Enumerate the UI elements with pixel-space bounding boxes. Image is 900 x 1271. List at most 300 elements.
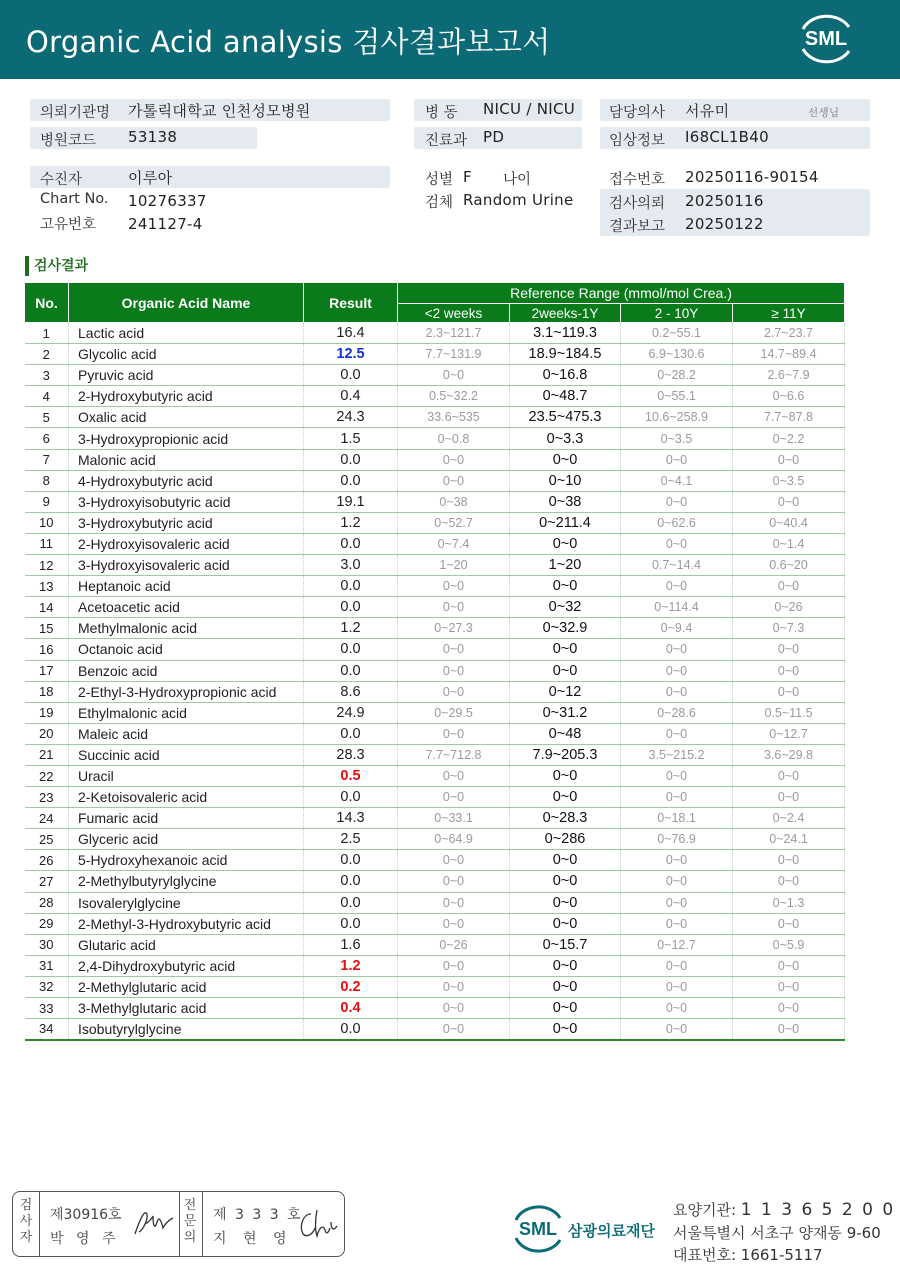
- doctor-label: 담당의사: [609, 105, 666, 121]
- row-result: 24.3: [304, 407, 398, 428]
- row-result: 0.0: [304, 365, 398, 386]
- chart-label: Chart No.: [40, 191, 109, 207]
- row-ref-2-10y: 0~0: [621, 955, 733, 976]
- row-no: 33: [25, 998, 69, 1019]
- row-ref-lt2w: 0~0: [398, 681, 510, 702]
- report-label: 결과보고: [609, 219, 666, 235]
- footer-org-name: 삼광의료재단: [568, 1222, 655, 1240]
- row-ref-2-10y: 0~0: [621, 976, 733, 997]
- row-result: 24.9: [304, 702, 398, 723]
- ward-label: 병 동: [425, 105, 458, 121]
- row-result: 0.0: [304, 639, 398, 660]
- row-ref-ge11y: 0.6~20: [733, 555, 845, 576]
- care-code-value: 1 1 3 6 5 2 0 0: [740, 1200, 896, 1220]
- signature-box: [12, 1191, 345, 1257]
- row-ref-lt2w: 0~0: [398, 955, 510, 976]
- row-ref-2w-1y: 0~0: [510, 787, 621, 808]
- row-no: 3: [25, 365, 69, 386]
- row-ref-2-10y: 0~114.4: [621, 597, 733, 618]
- row-no: 21: [25, 744, 69, 765]
- examinee-row: [30, 166, 390, 188]
- row-ref-ge11y: 0~0: [733, 660, 845, 681]
- row-no: 31: [25, 955, 69, 976]
- row-name: 2-Ketoisovaleric acid: [69, 787, 304, 808]
- row-no: 19: [25, 702, 69, 723]
- row-ref-2w-1y: 3.1~119.3: [510, 323, 621, 344]
- row-ref-2-10y: 0~0: [621, 533, 733, 554]
- row-no: 6: [25, 428, 69, 449]
- row-ref-ge11y: 0~0: [733, 913, 845, 934]
- col-reference: Reference Range (mmol/mol Crea.): [398, 283, 845, 304]
- row-ref-2w-1y: 18.9~184.5: [510, 344, 621, 365]
- row-name: Glutaric acid: [69, 934, 304, 955]
- row-ref-2w-1y: 0~28.3: [510, 808, 621, 829]
- row-no: 7: [25, 449, 69, 470]
- doctor-value: 서유미: [685, 102, 730, 120]
- row-ref-2w-1y: 0~0: [510, 765, 621, 786]
- row-ref-2-10y: 0~12.7: [621, 934, 733, 955]
- unique-value: 241127-4: [128, 215, 203, 233]
- row-ref-lt2w: 0~0: [398, 449, 510, 470]
- row-no: 23: [25, 787, 69, 808]
- table-row: [25, 618, 845, 639]
- row-ref-2-10y: 0~0: [621, 850, 733, 871]
- row-name: Isobutyrylglycine: [69, 1019, 304, 1040]
- row-ref-ge11y: 0~0: [733, 850, 845, 871]
- row-ref-2-10y: 0~0: [621, 491, 733, 512]
- row-ref-lt2w: 0~0: [398, 892, 510, 913]
- row-ref-ge11y: 0~24.1: [733, 829, 845, 850]
- row-result: 3.0: [304, 555, 398, 576]
- row-ref-2w-1y: 0~32: [510, 597, 621, 618]
- row-ref-2w-1y: 0~0: [510, 533, 621, 554]
- table-row: [25, 470, 845, 491]
- row-name: Lactic acid: [69, 323, 304, 344]
- row-ref-lt2w: 0.5~32.2: [398, 386, 510, 407]
- row-ref-2-10y: 0~28.2: [621, 365, 733, 386]
- row-ref-lt2w: 0~0: [398, 765, 510, 786]
- row-result: 0.0: [304, 576, 398, 597]
- row-ref-ge11y: 0~12.7: [733, 723, 845, 744]
- receipt-label: 접수번호: [609, 172, 666, 188]
- row-ref-lt2w: 0~0: [398, 470, 510, 491]
- row-ref-2w-1y: 1~20: [510, 555, 621, 576]
- row-ref-2-10y: 0~0: [621, 998, 733, 1019]
- row-ref-2w-1y: 0~3.3: [510, 428, 621, 449]
- row-result: 0.0: [304, 660, 398, 681]
- row-result: 1.6: [304, 934, 398, 955]
- receipt-value: 20250116-90154: [685, 168, 819, 186]
- row-ref-2w-1y: 0~0: [510, 449, 621, 470]
- row-ref-2w-1y: 0~0: [510, 998, 621, 1019]
- age-label: 나이: [503, 172, 532, 188]
- specialist-license: 제 3 3 3 호: [213, 1207, 303, 1223]
- table-row: [25, 765, 845, 786]
- row-no: 30: [25, 934, 69, 955]
- row-ref-2-10y: 0~0: [621, 787, 733, 808]
- sex-label: 성별: [425, 172, 454, 188]
- sml-logo-icon: [795, 11, 857, 65]
- row-ref-2w-1y: 0~10: [510, 470, 621, 491]
- table-row: [25, 533, 845, 554]
- table-row: [25, 576, 845, 597]
- row-ref-ge11y: 0~0: [733, 491, 845, 512]
- row-ref-lt2w: 0~38: [398, 491, 510, 512]
- table-row: [25, 934, 845, 955]
- row-ref-lt2w: 0~0: [398, 639, 510, 660]
- col-no: No.: [25, 283, 69, 323]
- row-no: 11: [25, 533, 69, 554]
- table-row: [25, 871, 845, 892]
- row-result: 14.3: [304, 808, 398, 829]
- row-ref-lt2w: 0~29.5: [398, 702, 510, 723]
- row-result: 0.0: [304, 913, 398, 934]
- row-ref-lt2w: 0~0: [398, 913, 510, 934]
- row-result: 0.0: [304, 449, 398, 470]
- row-ref-ge11y: 3.6~29.8: [733, 744, 845, 765]
- row-name: Malonic acid: [69, 449, 304, 470]
- row-result: 0.4: [304, 998, 398, 1019]
- table-row: [25, 597, 845, 618]
- row-ref-ge11y: 0~7.3: [733, 618, 845, 639]
- row-result: 1.5: [304, 428, 398, 449]
- row-ref-2w-1y: 0~0: [510, 976, 621, 997]
- row-name: 3-Hydroxyisobutyric acid: [69, 491, 304, 512]
- row-ref-ge11y: 0~0: [733, 1019, 845, 1040]
- hospital-code-value: 53138: [128, 128, 178, 146]
- row-name: 3-Hydroxypropionic acid: [69, 428, 304, 449]
- row-ref-lt2w: 0~0: [398, 365, 510, 386]
- row-ref-lt2w: 0~0: [398, 660, 510, 681]
- row-ref-2-10y: 10.6~258.9: [621, 407, 733, 428]
- row-no: 29: [25, 913, 69, 934]
- request-value: 20250116: [685, 192, 764, 210]
- section-title: 검사결과: [25, 256, 88, 276]
- row-ref-ge11y: 0~0: [733, 787, 845, 808]
- table-row: [25, 491, 845, 512]
- row-ref-2-10y: 0~0: [621, 913, 733, 934]
- row-ref-ge11y: 2.7~23.7: [733, 323, 845, 344]
- table-row: [25, 323, 845, 344]
- institution-label: 의뢰기관명: [40, 105, 111, 121]
- phone-value: 1661-5117: [740, 1246, 823, 1264]
- row-name: Heptanoic acid: [69, 576, 304, 597]
- row-ref-2w-1y: 0~0: [510, 1019, 621, 1040]
- row-name: Fumaric acid: [69, 808, 304, 829]
- row-ref-2w-1y: 0~31.2: [510, 702, 621, 723]
- col-result: Result: [304, 283, 398, 323]
- row-result: 1.2: [304, 618, 398, 639]
- row-result: 2.5: [304, 829, 398, 850]
- row-no: 27: [25, 871, 69, 892]
- table-row: [25, 365, 845, 386]
- row-name: Isovalerylglycine: [69, 892, 304, 913]
- row-name: Glycolic acid: [69, 344, 304, 365]
- row-ref-ge11y: 0~0: [733, 955, 845, 976]
- row-ref-ge11y: 0~1.4: [733, 533, 845, 554]
- row-ref-2-10y: 0.2~55.1: [621, 323, 733, 344]
- row-ref-2-10y: 0~3.5: [621, 428, 733, 449]
- row-ref-2w-1y: 0~0: [510, 955, 621, 976]
- specialist-signature-icon: [295, 1206, 341, 1242]
- row-ref-2w-1y: 23.5~475.3: [510, 407, 621, 428]
- row-ref-ge11y: 0~5.9: [733, 934, 845, 955]
- table-row: [25, 344, 845, 365]
- row-name: 3-Methylglutaric acid: [69, 998, 304, 1019]
- svg-text:SML: SML: [804, 28, 848, 50]
- row-ref-ge11y: 0~40.4: [733, 512, 845, 533]
- unique-label: 고유번호: [40, 217, 97, 233]
- table-row: [25, 808, 845, 829]
- row-ref-lt2w: 7.7~131.9: [398, 344, 510, 365]
- row-ref-2-10y: 0~0: [621, 639, 733, 660]
- row-ref-ge11y: 2.6~7.9: [733, 365, 845, 386]
- results-body: [25, 323, 845, 1040]
- table-row: [25, 723, 845, 744]
- table-row: [25, 829, 845, 850]
- row-name: Methylmalonic acid: [69, 618, 304, 639]
- row-ref-ge11y: 0~6.6: [733, 386, 845, 407]
- row-ref-2-10y: 0~0: [621, 871, 733, 892]
- row-name: Maleic acid: [69, 723, 304, 744]
- row-ref-2-10y: 0~9.4: [621, 618, 733, 639]
- row-no: 26: [25, 850, 69, 871]
- row-ref-2-10y: 6.9~130.6: [621, 344, 733, 365]
- row-name: 2-Hydroxybutyric acid: [69, 386, 304, 407]
- results-table: [24, 282, 845, 1041]
- row-ref-ge11y: 0~3.5: [733, 470, 845, 491]
- care-code-line: [673, 1199, 895, 1220]
- row-ref-lt2w: 1~20: [398, 555, 510, 576]
- dept-value: PD: [483, 128, 505, 146]
- table-row: [25, 744, 845, 765]
- row-ref-ge11y: 0~0: [733, 576, 845, 597]
- request-label: 검사의뢰: [609, 196, 666, 212]
- row-ref-2-10y: 0~0: [621, 681, 733, 702]
- table-row: [25, 681, 845, 702]
- table-row: [25, 913, 845, 934]
- examiner-vertical-label: 검 사 자: [19, 1198, 33, 1245]
- row-ref-ge11y: 0~0: [733, 681, 845, 702]
- examiner-name: 박 영 주: [50, 1231, 120, 1247]
- row-ref-2-10y: 0~28.6: [621, 702, 733, 723]
- row-name: 2-Methylbutyrylglycine: [69, 871, 304, 892]
- table-row: [25, 1019, 845, 1040]
- row-ref-2w-1y: 0~0: [510, 660, 621, 681]
- table-row: [25, 892, 845, 913]
- row-name: 2,4-Dihydroxybutyric acid: [69, 955, 304, 976]
- row-ref-2-10y: 0~18.1: [621, 808, 733, 829]
- row-ref-lt2w: 0~7.4: [398, 533, 510, 554]
- col-name: Organic Acid Name: [69, 283, 304, 323]
- row-result: 0.0: [304, 892, 398, 913]
- row-ref-ge11y: 0~0: [733, 976, 845, 997]
- row-ref-ge11y: 0~0: [733, 449, 845, 470]
- row-ref-ge11y: 0~0: [733, 765, 845, 786]
- row-no: 25: [25, 829, 69, 850]
- table-row: [25, 660, 845, 681]
- row-result: 0.0: [304, 533, 398, 554]
- row-ref-2-10y: 0.7~14.4: [621, 555, 733, 576]
- clinical-label: 임상정보: [609, 133, 666, 149]
- row-result: 0.5: [304, 765, 398, 786]
- row-ref-2w-1y: 0~0: [510, 913, 621, 934]
- row-ref-lt2w: 0~27.3: [398, 618, 510, 639]
- row-no: 1: [25, 323, 69, 344]
- row-ref-2w-1y: 0~286: [510, 829, 621, 850]
- table-row: [25, 639, 845, 660]
- row-name: Ethylmalonic acid: [69, 702, 304, 723]
- row-result: 0.0: [304, 1019, 398, 1040]
- clinical-value: I68CL1B40: [685, 128, 769, 146]
- row-no: 13: [25, 576, 69, 597]
- row-result: 0.0: [304, 597, 398, 618]
- row-ref-lt2w: 0~52.7: [398, 512, 510, 533]
- row-ref-lt2w: 0~26: [398, 934, 510, 955]
- row-ref-lt2w: 2.3~121.7: [398, 323, 510, 344]
- row-no: 17: [25, 660, 69, 681]
- row-no: 2: [25, 344, 69, 365]
- sex-value: F: [463, 168, 472, 186]
- specimen-label: 검체: [425, 195, 454, 211]
- row-no: 28: [25, 892, 69, 913]
- examinee-label: 수진자: [40, 172, 83, 188]
- hospital-code-label: 병원코드: [40, 133, 97, 149]
- row-result: 12.5: [304, 344, 398, 365]
- col-ref-2-10y: 2 - 10Y: [621, 304, 733, 323]
- row-no: 14: [25, 597, 69, 618]
- row-ref-2w-1y: 0~15.7: [510, 934, 621, 955]
- row-name: 5-Hydroxyhexanoic acid: [69, 850, 304, 871]
- row-ref-lt2w: 0~0: [398, 597, 510, 618]
- row-result: 0.0: [304, 723, 398, 744]
- row-ref-ge11y: 0~26: [733, 597, 845, 618]
- report-header: [0, 0, 900, 79]
- row-name: 3-Hydroxyisovaleric acid: [69, 555, 304, 576]
- specialist-name: 지 현 영: [213, 1231, 293, 1247]
- row-name: Oxalic acid: [69, 407, 304, 428]
- table-row: [25, 998, 845, 1019]
- row-ref-2w-1y: 0~32.9: [510, 618, 621, 639]
- svg-text:SML: SML: [519, 1219, 557, 1239]
- row-no: 32: [25, 976, 69, 997]
- row-result: 1.2: [304, 955, 398, 976]
- table-row: [25, 555, 845, 576]
- report-value: 20250122: [685, 215, 764, 233]
- row-no: 15: [25, 618, 69, 639]
- row-ref-2-10y: 0~0: [621, 449, 733, 470]
- row-ref-2-10y: 0~0: [621, 1019, 733, 1040]
- row-name: Benzoic acid: [69, 660, 304, 681]
- table-row: [25, 976, 845, 997]
- institution-value: 가톨릭대학교 인천성모병원: [128, 102, 311, 120]
- row-name: 2-Hydroxyisovaleric acid: [69, 533, 304, 554]
- row-result: 0.0: [304, 871, 398, 892]
- row-name: Uracil: [69, 765, 304, 786]
- row-ref-lt2w: 0~64.9: [398, 829, 510, 850]
- row-ref-2-10y: 0~76.9: [621, 829, 733, 850]
- col-ref-lt2w: <2 weeks: [398, 304, 510, 323]
- row-ref-2w-1y: 0~12: [510, 681, 621, 702]
- row-name: 4-Hydroxybutyric acid: [69, 470, 304, 491]
- row-ref-2-10y: 0~4.1: [621, 470, 733, 491]
- row-result: 8.6: [304, 681, 398, 702]
- row-no: 4: [25, 386, 69, 407]
- specimen-value: Random Urine: [463, 191, 574, 209]
- row-ref-2w-1y: 7.9~205.3: [510, 744, 621, 765]
- row-no: 12: [25, 555, 69, 576]
- row-no: 5: [25, 407, 69, 428]
- row-ref-2w-1y: 0~0: [510, 576, 621, 597]
- row-no: 22: [25, 765, 69, 786]
- row-name: Glyceric acid: [69, 829, 304, 850]
- row-ref-lt2w: 0~0: [398, 1019, 510, 1040]
- examiner-signature-icon: [131, 1206, 177, 1240]
- phone-line: [673, 1244, 823, 1265]
- row-ref-2-10y: 0~0: [621, 660, 733, 681]
- row-ref-ge11y: 0~0: [733, 871, 845, 892]
- row-ref-ge11y: 0~2.2: [733, 428, 845, 449]
- row-name: Pyruvic acid: [69, 365, 304, 386]
- row-ref-ge11y: 0~0: [733, 639, 845, 660]
- row-no: 20: [25, 723, 69, 744]
- row-ref-ge11y: 0~0: [733, 998, 845, 1019]
- row-ref-2w-1y: 0~0: [510, 639, 621, 660]
- col-ref-ge11y: ≥ 11Y: [733, 304, 845, 323]
- row-no: 34: [25, 1019, 69, 1040]
- row-ref-ge11y: 7.7~87.8: [733, 407, 845, 428]
- table-row: [25, 512, 845, 533]
- row-result: 0.0: [304, 787, 398, 808]
- row-ref-lt2w: 0~33.1: [398, 808, 510, 829]
- table-row: [25, 850, 845, 871]
- row-ref-lt2w: 7.7~712.8: [398, 744, 510, 765]
- row-result: 0.2: [304, 976, 398, 997]
- col-ref-2w-1y: 2weeks-1Y: [510, 304, 621, 323]
- row-ref-2-10y: 0~0: [621, 723, 733, 744]
- row-name: 2-Methyl-3-Hydroxybutyric acid: [69, 913, 304, 934]
- row-no: 8: [25, 470, 69, 491]
- row-result: 19.1: [304, 491, 398, 512]
- row-no: 9: [25, 491, 69, 512]
- row-ref-2w-1y: 0~38: [510, 491, 621, 512]
- report-title: Organic Acid analysis 검사결과보고서: [26, 25, 551, 59]
- row-ref-lt2w: 0~0: [398, 787, 510, 808]
- row-result: 0.0: [304, 470, 398, 491]
- row-name: 2-Ethyl-3-Hydroxypropionic acid: [69, 681, 304, 702]
- examiner-license: 제30916호: [50, 1207, 122, 1223]
- phone-label: 대표번호:: [673, 1246, 737, 1264]
- row-ref-lt2w: 0~0: [398, 723, 510, 744]
- row-ref-lt2w: 33.6~535: [398, 407, 510, 428]
- row-ref-2-10y: 0~55.1: [621, 386, 733, 407]
- row-ref-ge11y: 0~1.3: [733, 892, 845, 913]
- row-result: 1.2: [304, 512, 398, 533]
- row-ref-2w-1y: 0~211.4: [510, 512, 621, 533]
- table-row: [25, 428, 845, 449]
- row-name: Succinic acid: [69, 744, 304, 765]
- row-no: 24: [25, 808, 69, 829]
- row-ref-2w-1y: 0~0: [510, 871, 621, 892]
- row-ref-2-10y: 0~62.6: [621, 512, 733, 533]
- row-ref-lt2w: 0~0.8: [398, 428, 510, 449]
- row-name: Acetoacetic acid: [69, 597, 304, 618]
- row-ref-2w-1y: 0~48: [510, 723, 621, 744]
- dept-label: 진료과: [425, 133, 468, 149]
- row-ref-lt2w: 0~0: [398, 871, 510, 892]
- row-ref-2-10y: 0~0: [621, 765, 733, 786]
- row-result: 16.4: [304, 323, 398, 344]
